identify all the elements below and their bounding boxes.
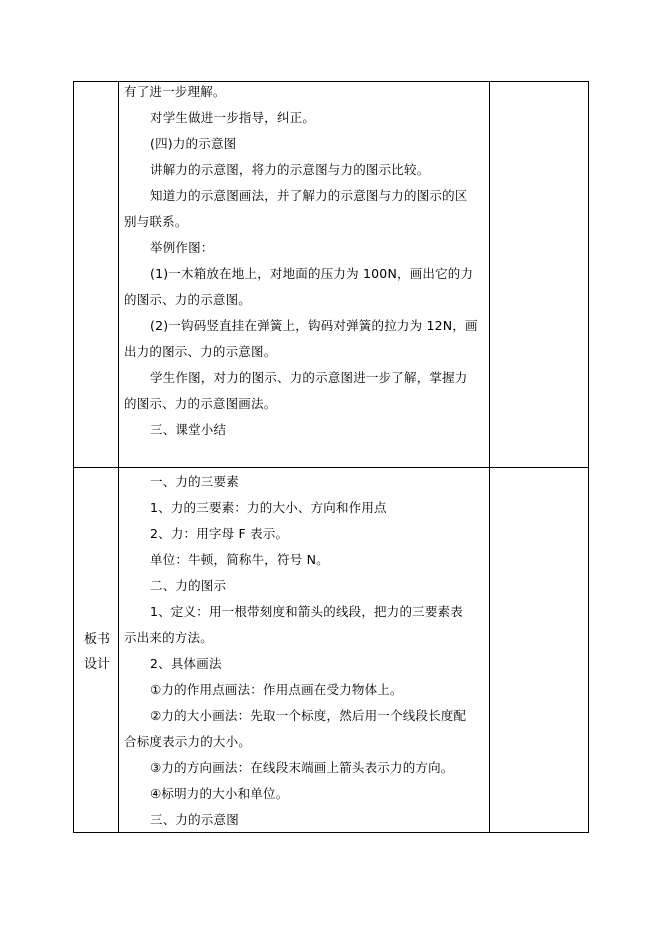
board-design-label-line2: 设计 xyxy=(83,657,110,672)
row1-line-5: 知道力的示意图画法，并了解力的示意图与力的图示的区 xyxy=(150,188,468,203)
row1-line-8: (1)一木箱放在地上，对地面的压力为 100N，画出它的力 xyxy=(150,266,474,281)
row2-line-1: 一、力的三要素 xyxy=(150,474,239,489)
row1-line-6: 别与联系。 xyxy=(124,214,188,229)
row2-line-13: ④标明力的大小和单位。 xyxy=(150,786,289,801)
row2-line-3: 2、力：用字母 F 表示。 xyxy=(150,526,289,541)
row1-line-7: 举例作图： xyxy=(150,240,214,255)
row1-line-14: 三、课堂小结 xyxy=(150,422,227,437)
row1-line-10: (2)一钩码竖直挂在弹簧上，钩码对弹簧的拉力为 12N，画 xyxy=(150,318,478,333)
row2-line-8: 2、具体画法 xyxy=(150,656,222,671)
table-row-divider xyxy=(73,467,589,468)
row1-line-13: 的图示、力的示意图画法。 xyxy=(124,396,277,411)
board-design-label-line1: 板书 xyxy=(83,632,110,647)
row2-line-5: 二、力的图示 xyxy=(150,578,227,593)
row2-line-7: 示出来的方法。 xyxy=(124,630,213,645)
row2-line-4: 单位：牛顿，简称牛，符号 N。 xyxy=(150,552,329,567)
row2-line-9: ①力的作用点画法：作用点画在受力物体上。 xyxy=(150,682,403,697)
row1-line-2: 对学生做进一步指导，纠正。 xyxy=(150,110,316,125)
row1-line-12: 学生作图，对力的图示、力的示意图进一步了解，掌握力 xyxy=(150,370,468,385)
row2-line-14: 三、力的示意图 xyxy=(150,812,239,827)
row1-line-4: 讲解力的示意图，将力的示意图与力的图示比较。 xyxy=(150,162,430,177)
row2-line-6: 1、定义：用一根带刻度和箭头的线段，把力的三要素表 xyxy=(150,604,463,619)
row2-line-12: ③力的方向画法：在线段末端画上箭头表示力的方向。 xyxy=(150,760,454,775)
row2-line-2: 1、力的三要素：力的大小、方向和作用点 xyxy=(150,500,387,515)
row1-line-3: (四)力的示意图 xyxy=(150,136,237,151)
row1-line-9: 的图示、力的示意图。 xyxy=(124,292,252,307)
row1-line-1: 有了进一步理解。 xyxy=(124,84,226,99)
row1-line-11: 出力的图示、力的示意图。 xyxy=(124,344,277,359)
table-column-divider-left xyxy=(118,81,119,833)
row2-line-11: 合标度表示力的大小。 xyxy=(124,734,252,749)
row2-line-10: ②力的大小画法：先取一个标度，然后用一个线段长度配 xyxy=(150,708,467,723)
